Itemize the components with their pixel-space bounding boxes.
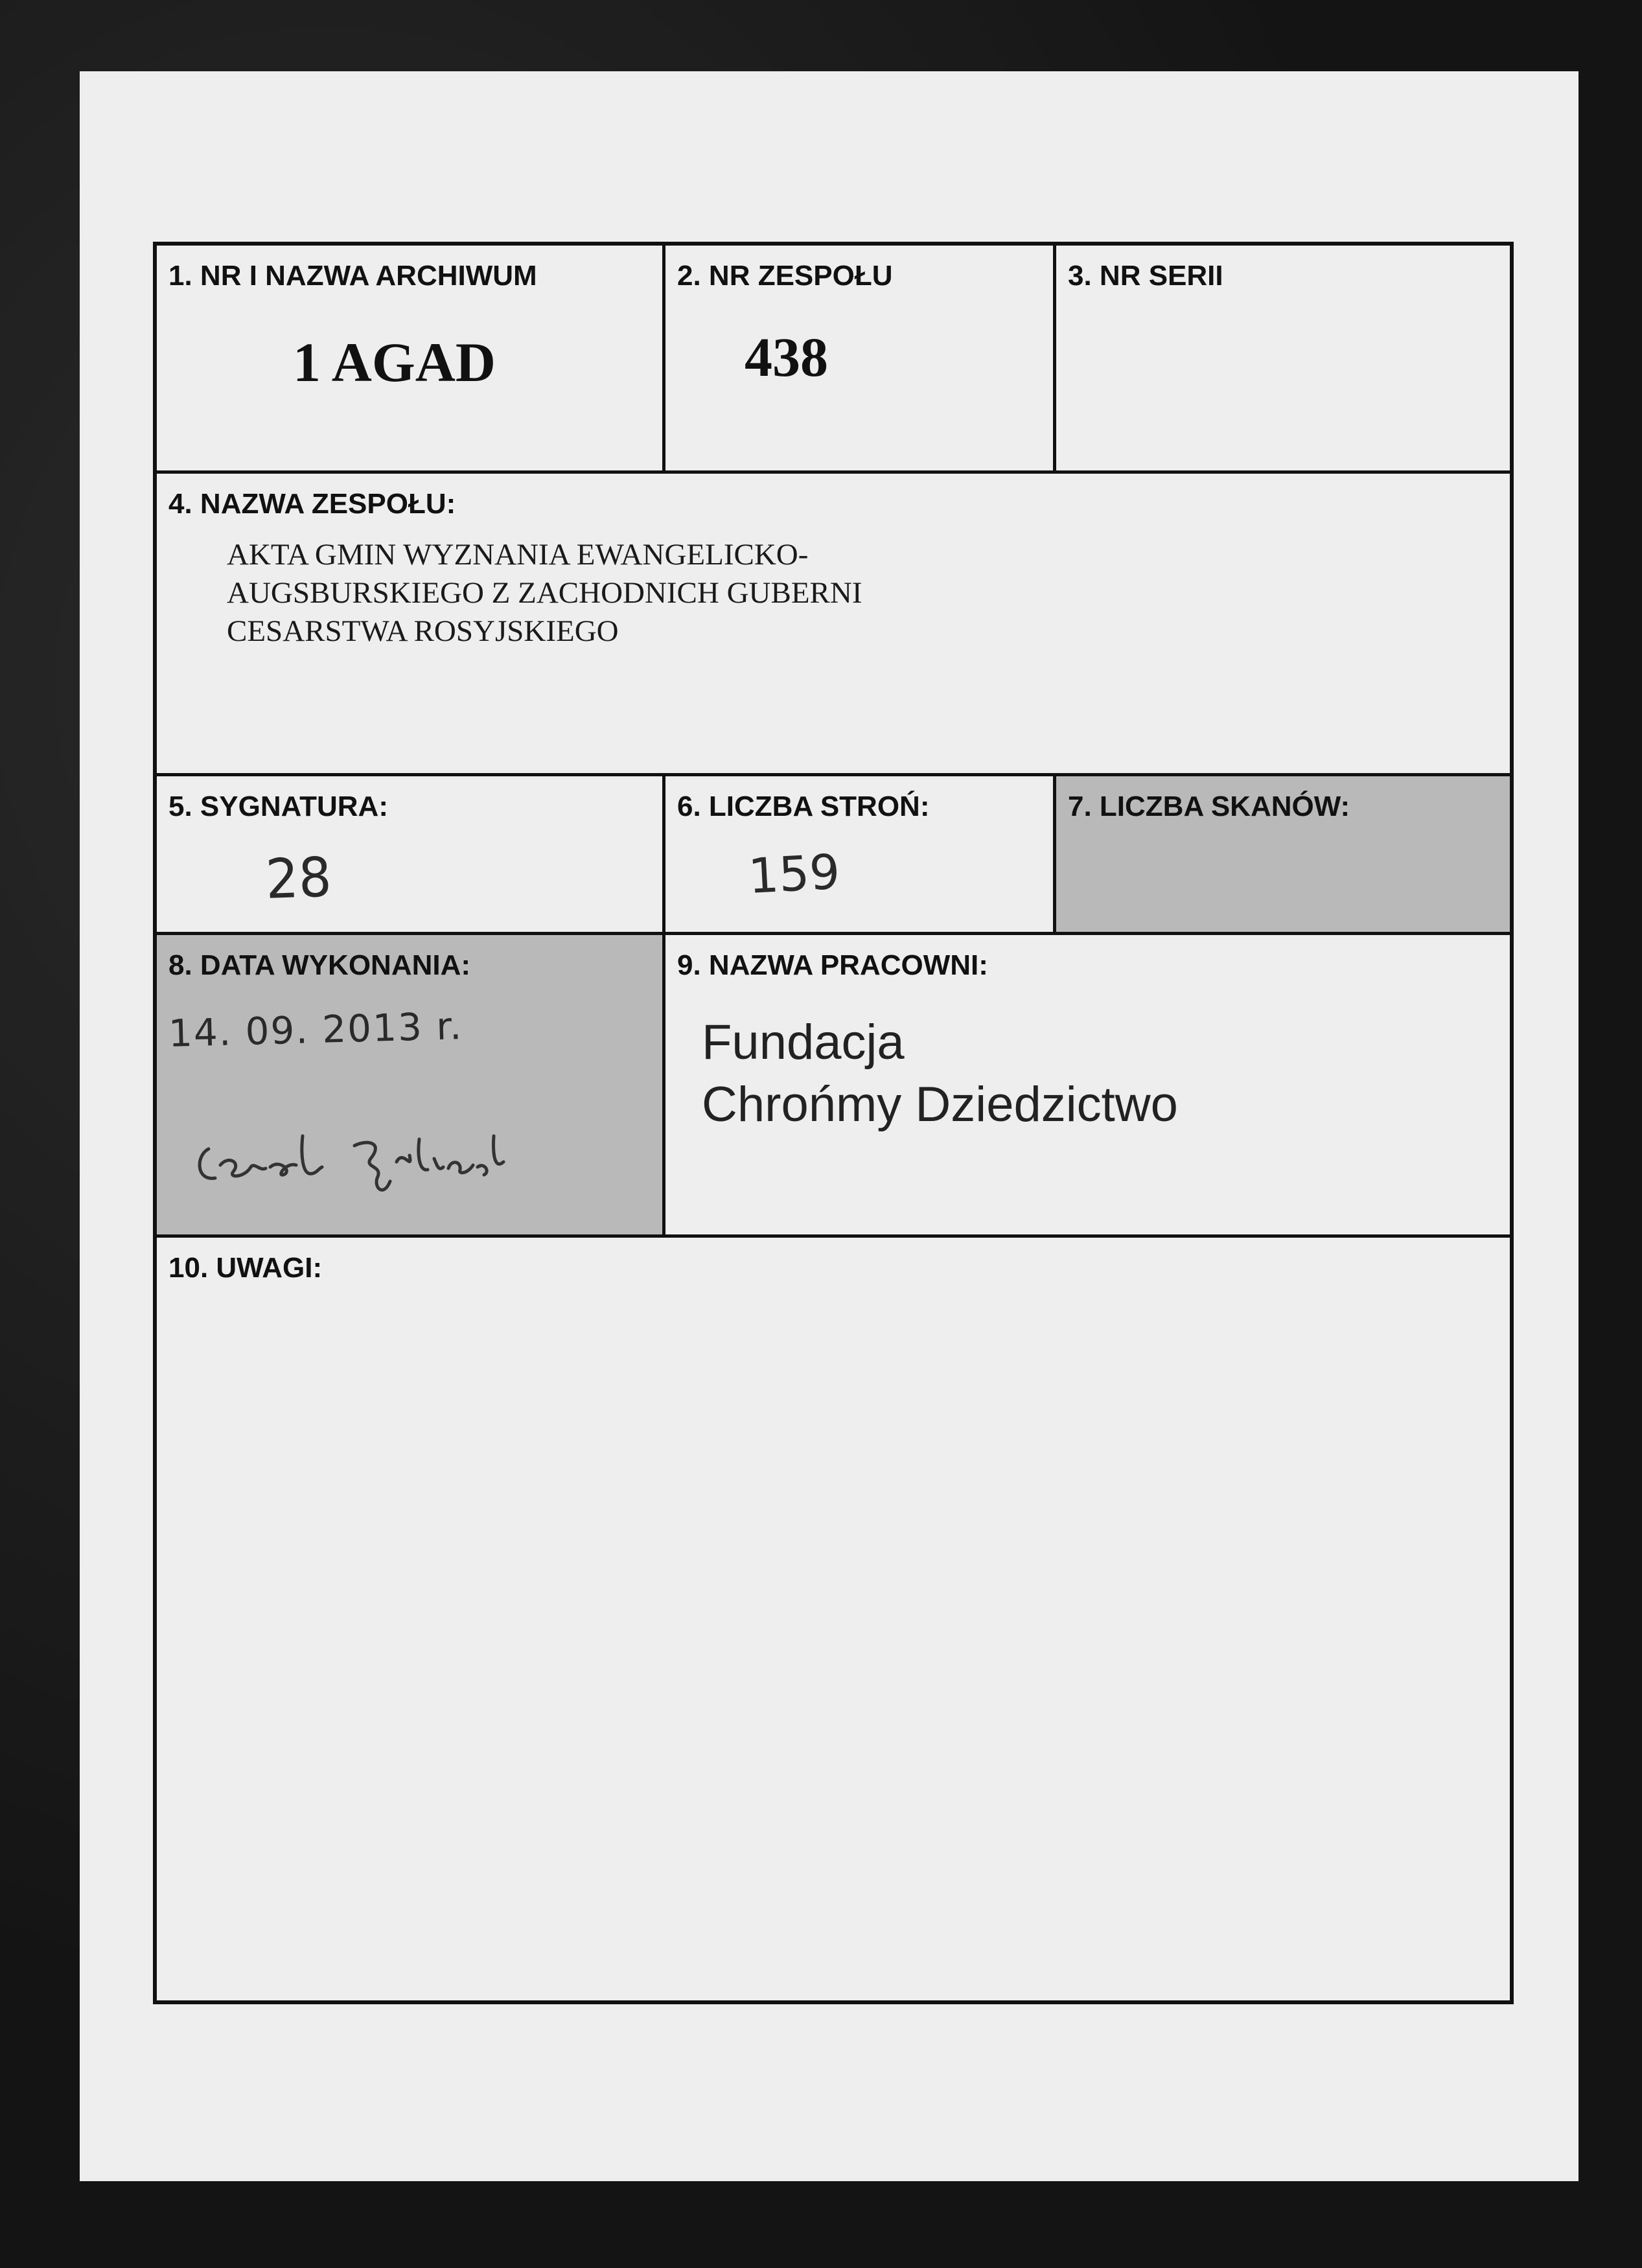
value-page-count: 159 — [746, 844, 842, 905]
fonds-name-line-1: AKTA GMIN WYZNANIA EWANGELICKO- — [227, 538, 809, 572]
value-fonds-number: 438 — [745, 326, 828, 388]
label-archive: 1. NR I NAZWA ARCHIWUM — [168, 260, 537, 292]
cell-scan-count — [1056, 776, 1510, 935]
cell-series-number — [1056, 246, 1510, 474]
cell-signature-number — [157, 776, 665, 935]
value-signature-number: 28 — [264, 845, 333, 911]
handwritten-signature — [189, 1110, 526, 1201]
value-fonds-name — [227, 536, 862, 651]
label-scan-count: 7. LICZBA SKANÓW: — [1068, 791, 1350, 822]
label-workshop-name: 9. NAZWA PRACOWNI: — [677, 949, 988, 981]
workshop-name-line-1: Fundacja — [702, 1015, 905, 1070]
label-remarks: 10. UWAGI: — [168, 1252, 323, 1284]
archive-metadata-form — [153, 242, 1514, 2004]
value-execution-date: 14. 09. 2013 r. — [168, 1004, 464, 1056]
value-archive: 1 AGAD — [293, 331, 496, 393]
fonds-name-line-3: CESARSTWA ROSYJSKIEGO — [227, 614, 619, 648]
fonds-name-line-2: AUGSBURSKIEGO Z ZACHODNICH GUBERNI — [227, 576, 862, 610]
cell-workshop-name — [665, 935, 1510, 1238]
workshop-name-line-2: Chrońmy Dziedzictwo — [702, 1077, 1178, 1132]
label-fonds-name: 4. NAZWA ZESPOŁU: — [168, 488, 456, 520]
cell-remarks — [157, 1238, 1510, 2000]
cell-execution-date — [157, 935, 665, 1238]
cell-page-count — [665, 776, 1056, 935]
label-execution-date: 8. DATA WYKONANIA: — [168, 949, 471, 981]
value-workshop-name — [702, 1012, 1178, 1136]
label-series-number: 3. NR SERII — [1068, 260, 1223, 292]
cell-fonds-number — [665, 246, 1056, 474]
label-fonds-number: 2. NR ZESPOŁU — [677, 260, 893, 292]
cell-fonds-name — [157, 474, 1510, 776]
label-signature-number: 5. SYGNATURA: — [168, 791, 388, 822]
label-page-count: 6. LICZBA STROŃ: — [677, 791, 930, 822]
cell-archive — [157, 246, 665, 474]
